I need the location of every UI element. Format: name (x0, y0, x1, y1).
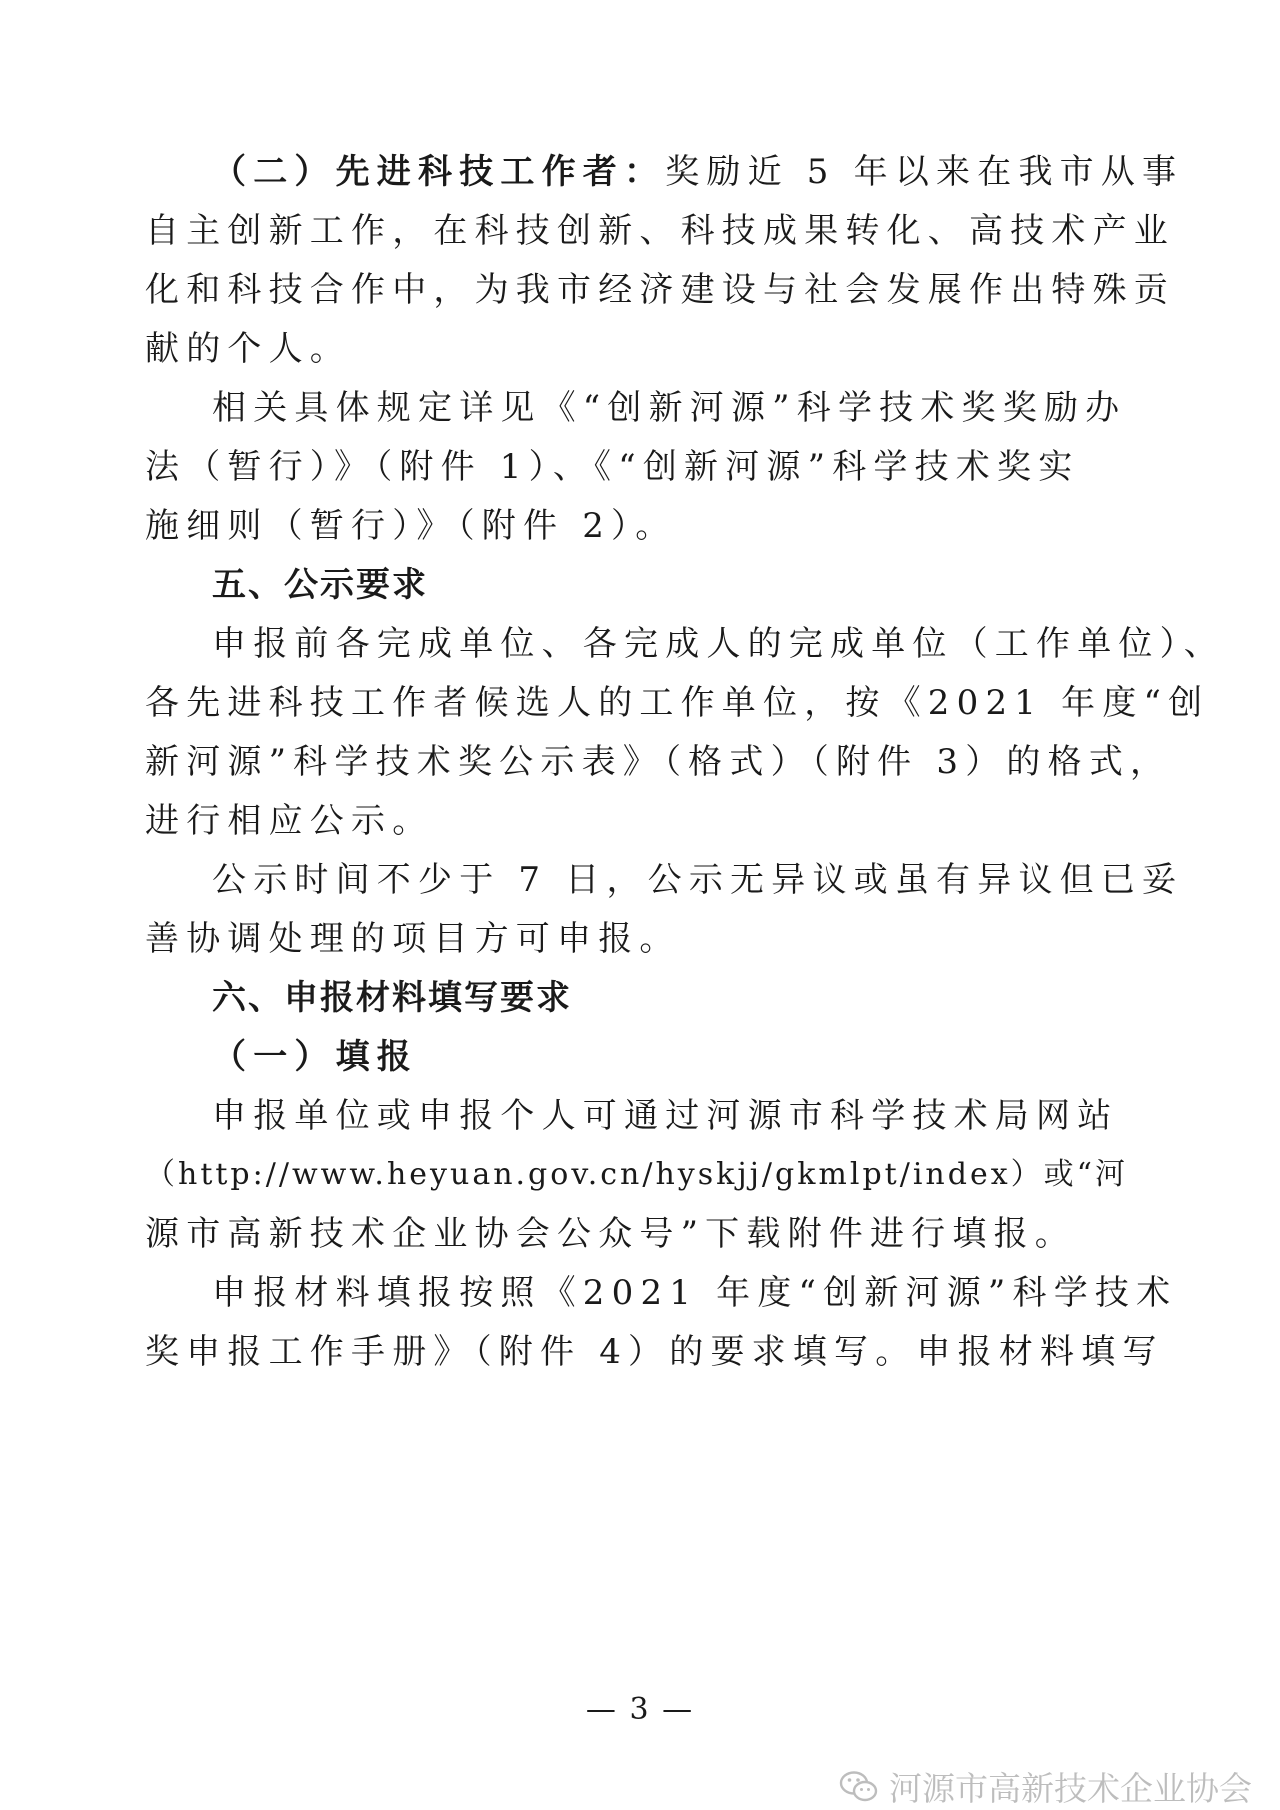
paragraph-line: 公示时间不少于 7 日，公示无异议或虽有异议但已妥 (212, 860, 1184, 900)
paragraph-line-url: （http://www.heyuan.gov.cn/hyskjj/gkmlpt/index）或“河 (145, 1157, 1128, 1192)
page-number: — 3 — (585, 1692, 695, 1727)
paragraph-line: 自主创新工作，在科技创新、科技成果转化、高技术产业 (145, 211, 1175, 251)
paragraph-line: 新河源”科学技术奖公示表》（格式）（附件 3）的格式， (145, 742, 1172, 782)
wechat-icon (839, 1770, 879, 1804)
paragraph-line: （二）先进科技工作者：奖励近 5 年以来在我市从事 (212, 152, 1184, 192)
paragraph-line: 申报材料填报按照《2021 年度“创新河源”科学技术 (212, 1273, 1178, 1313)
paragraph-line: 献的个人。 (145, 329, 351, 369)
paragraph-line: 相关具体规定详见《“创新河源”科学技术奖奖励办 (212, 388, 1127, 428)
subsection-heading: （一）填报 (212, 1037, 418, 1077)
watermark (839, 1763, 1252, 1810)
section-heading: 五、公示要求 (212, 565, 428, 605)
section-heading: 六、申报材料填写要求 (212, 978, 572, 1018)
paragraph-line: 进行相应公示。 (145, 801, 434, 841)
paragraph-line: 奖申报工作手册》（附件 4）的要求填写。申报材料填写 (145, 1332, 1164, 1372)
paragraph-line: 法（暂行）》（附件 1）、《“创新河源”科学技术奖实 (145, 447, 1080, 487)
watermark-text: 河源市高新技术企业协会 (889, 1769, 1252, 1808)
paragraph-line: 源市高新技术企业协会公众号”下载附件进行填报。 (145, 1214, 1076, 1254)
paragraph-line: 施细则（暂行）》（附件 2）。 (145, 506, 677, 546)
paragraph-line: 申报前各完成单位、各完成人的完成单位（工作单位）、 (212, 624, 1225, 664)
bold-lead: （二）先进科技工作者： (212, 152, 666, 192)
paragraph-line: 各先进科技工作者候选人的工作单位，按《2021 年度“创 (145, 683, 1210, 723)
paragraph-line: 善协调处理的项目方可申报。 (145, 919, 681, 959)
paragraph-line: 申报单位或申报个人可通过河源市科学技术局网站 (212, 1096, 1119, 1136)
paragraph-line: 化和科技合作中，为我市经济建设与社会发展作出特殊贡 (145, 270, 1175, 310)
